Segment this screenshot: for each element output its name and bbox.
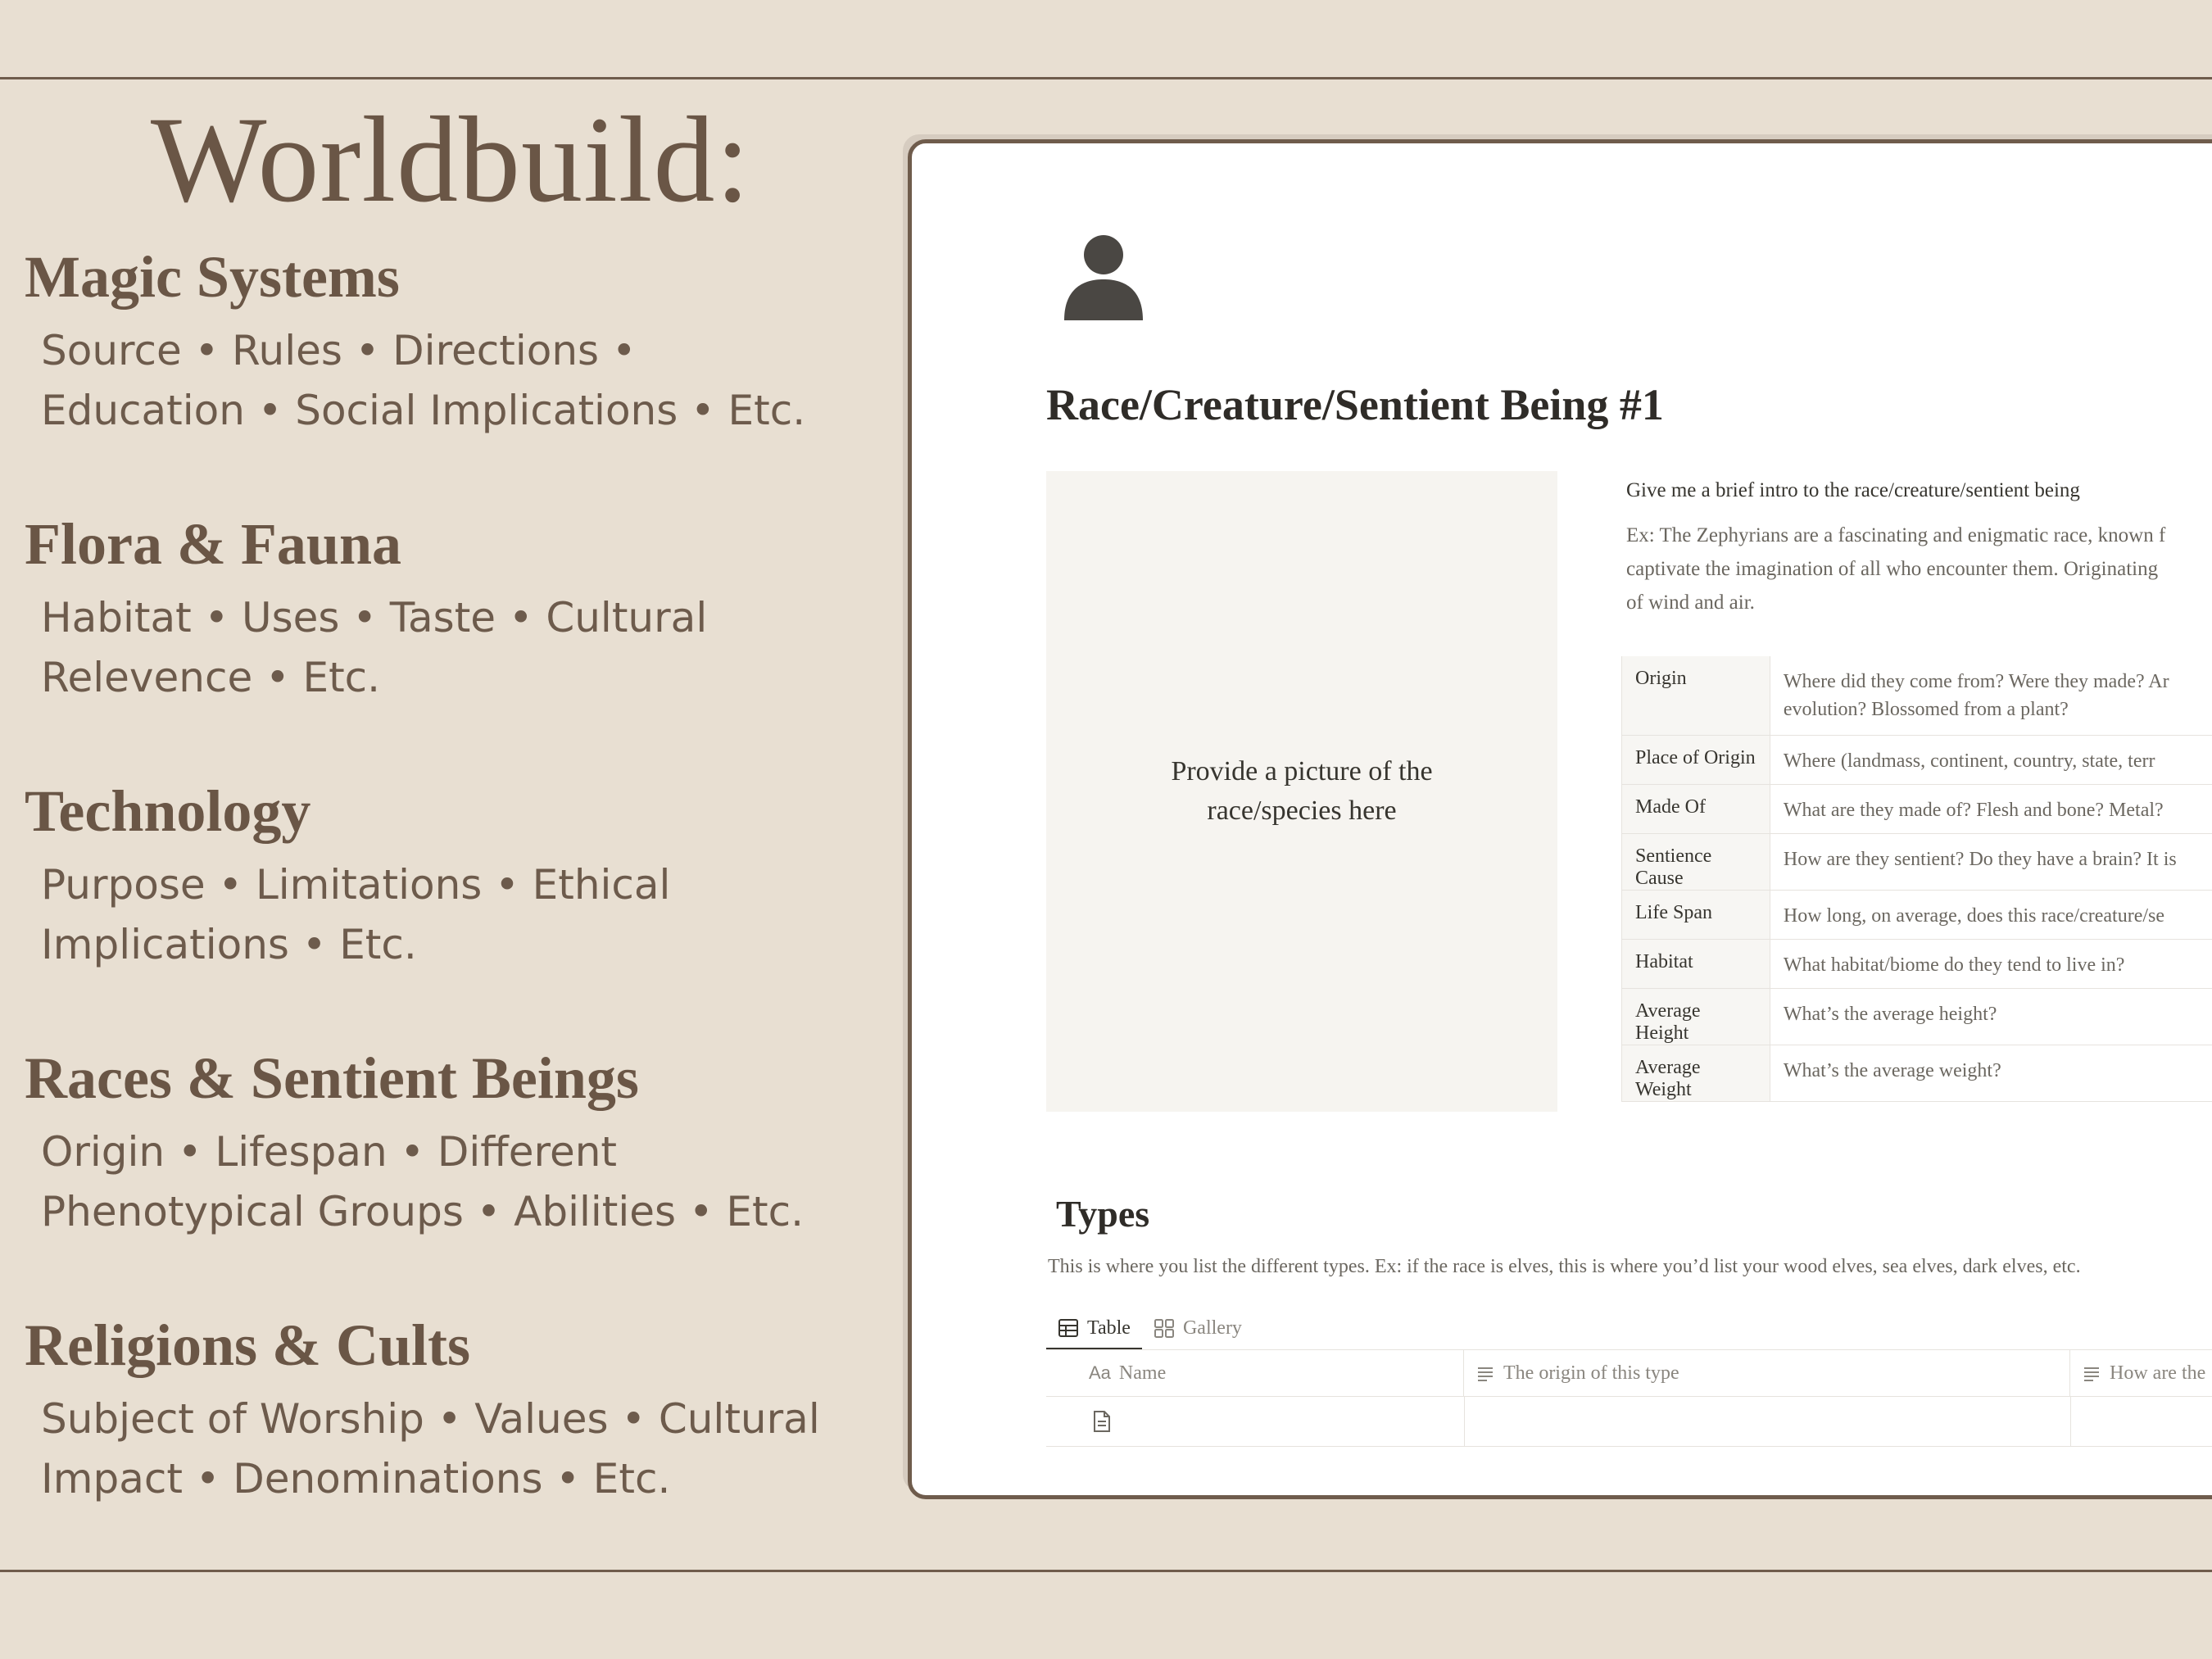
intro-text[interactable]: Ex: The Zephyrians are a fascinating and enigmatic race, known f captivate the imagination of all who encounter them. Originating of wind and air. (1626, 524, 2166, 614)
intro-label[interactable]: Give me a brief intro to the race/creature/sentient being (1626, 479, 2080, 501)
section-items: Habitat • Uses • Taste • Cultural Relevence • Etc. (41, 594, 708, 701)
section-items: Purpose • Limitations • Ethical Implications • Etc. (41, 861, 671, 968)
view-tabs (1046, 1308, 1253, 1349)
section-title: Magic Systems (25, 244, 400, 310)
property-key: Average Height (1622, 988, 1770, 1045)
section-religions (25, 1308, 877, 1509)
property-key: Origin (1622, 656, 1770, 735)
table-row[interactable] (1622, 833, 2212, 890)
types-description[interactable]: This is where you list the different types. Ex: if the race is elves, this is where you’d list your wood elves, sea elves, dark elves, etc. (1048, 1256, 2081, 1277)
column-header-name[interactable]: Aa Name (1046, 1350, 1464, 1396)
section-magic-systems (25, 239, 877, 441)
database-header (1046, 1350, 2212, 1397)
section-title: Religions & Cults (25, 1312, 471, 1378)
table-row[interactable] (1622, 988, 2212, 1045)
property-value[interactable]: What’s the average height? (1770, 988, 2212, 1045)
section-title: Technology (25, 778, 311, 844)
property-key: Habitat (1622, 939, 1770, 988)
name-cell[interactable] (1046, 1397, 1465, 1446)
main-title: Worldbuild: (150, 92, 751, 228)
table-row[interactable] (1622, 1045, 2212, 1101)
tab-gallery[interactable]: Gallery (1142, 1308, 1253, 1348)
text-lines-icon (2082, 1363, 2101, 1383)
property-value[interactable]: How are they sentient? Do they have a brain? It is (1770, 833, 2212, 890)
section-races (25, 1040, 877, 1242)
bottom-divider (0, 1570, 2212, 1572)
types-heading[interactable]: Types (1056, 1193, 1150, 1235)
user-avatar-icon[interactable] (1064, 233, 1143, 320)
top-divider (0, 77, 2212, 79)
section-technology (25, 773, 877, 975)
picture-placeholder-text: Provide a picture of the race/species here (1171, 756, 1433, 826)
picture-placeholder[interactable] (1046, 471, 1557, 1112)
feature-list (25, 90, 877, 234)
section-title: Flora & Fauna (25, 511, 401, 577)
page-document-icon (1092, 1410, 1112, 1433)
table-row[interactable] (1622, 784, 2212, 833)
section-title: Races & Sentient Beings (25, 1045, 639, 1111)
page-title[interactable]: Race/Creature/Sentient Being #1 (1046, 380, 1664, 429)
table-row[interactable] (1622, 890, 2212, 939)
property-key: Average Weight (1622, 1045, 1770, 1101)
column-header-origin[interactable]: The origin of this type (1464, 1350, 2070, 1396)
table-row[interactable] (1622, 735, 2212, 784)
page-preview-window (908, 139, 2212, 1499)
table-row[interactable] (1046, 1397, 2212, 1447)
property-key: Sentience Cause (1622, 833, 1770, 890)
text-lines-icon (1475, 1363, 1495, 1383)
gallery-icon (1154, 1317, 1175, 1339)
origin-cell[interactable] (1464, 1397, 2071, 1446)
table-row[interactable] (1622, 939, 2212, 988)
property-key: Place of Origin (1622, 735, 1770, 784)
property-value[interactable]: How long, on average, does this race/creature/se (1770, 890, 2212, 939)
property-value[interactable]: What’s the average weight? (1770, 1045, 2212, 1101)
property-key: Life Span (1622, 890, 1770, 939)
property-value[interactable]: Where did they come from? Were they made? Ar evolution? Blossomed from a plant? (1770, 656, 2212, 735)
notion-page (912, 143, 2212, 1495)
text-type-icon: Aa (1089, 1362, 1111, 1383)
property-value[interactable]: Where (landmass, continent, country, state, terr (1770, 735, 2212, 784)
section-items: Origin • Lifespan • Different Phenotypical Groups • Abilities • Etc. (41, 1128, 804, 1235)
property-key: Made Of (1622, 784, 1770, 833)
section-items: Source • Rules • Directions • Education • Social Implications • Etc. (41, 327, 806, 434)
tab-table[interactable]: Table (1046, 1308, 1142, 1350)
table-row[interactable] (1622, 656, 2212, 735)
column-header-how[interactable]: How are the (2070, 1350, 2212, 1396)
section-items: Subject of Worship • Values • Cultural Impact • Denominations • Etc. (41, 1395, 820, 1503)
property-value[interactable]: What are they made of? Flesh and bone? Metal? (1770, 784, 2212, 833)
properties-table (1621, 656, 2212, 1102)
section-flora-fauna (25, 506, 877, 708)
property-value[interactable]: What habitat/biome do they tend to live in? (1770, 939, 2212, 988)
table-icon (1058, 1317, 1079, 1339)
